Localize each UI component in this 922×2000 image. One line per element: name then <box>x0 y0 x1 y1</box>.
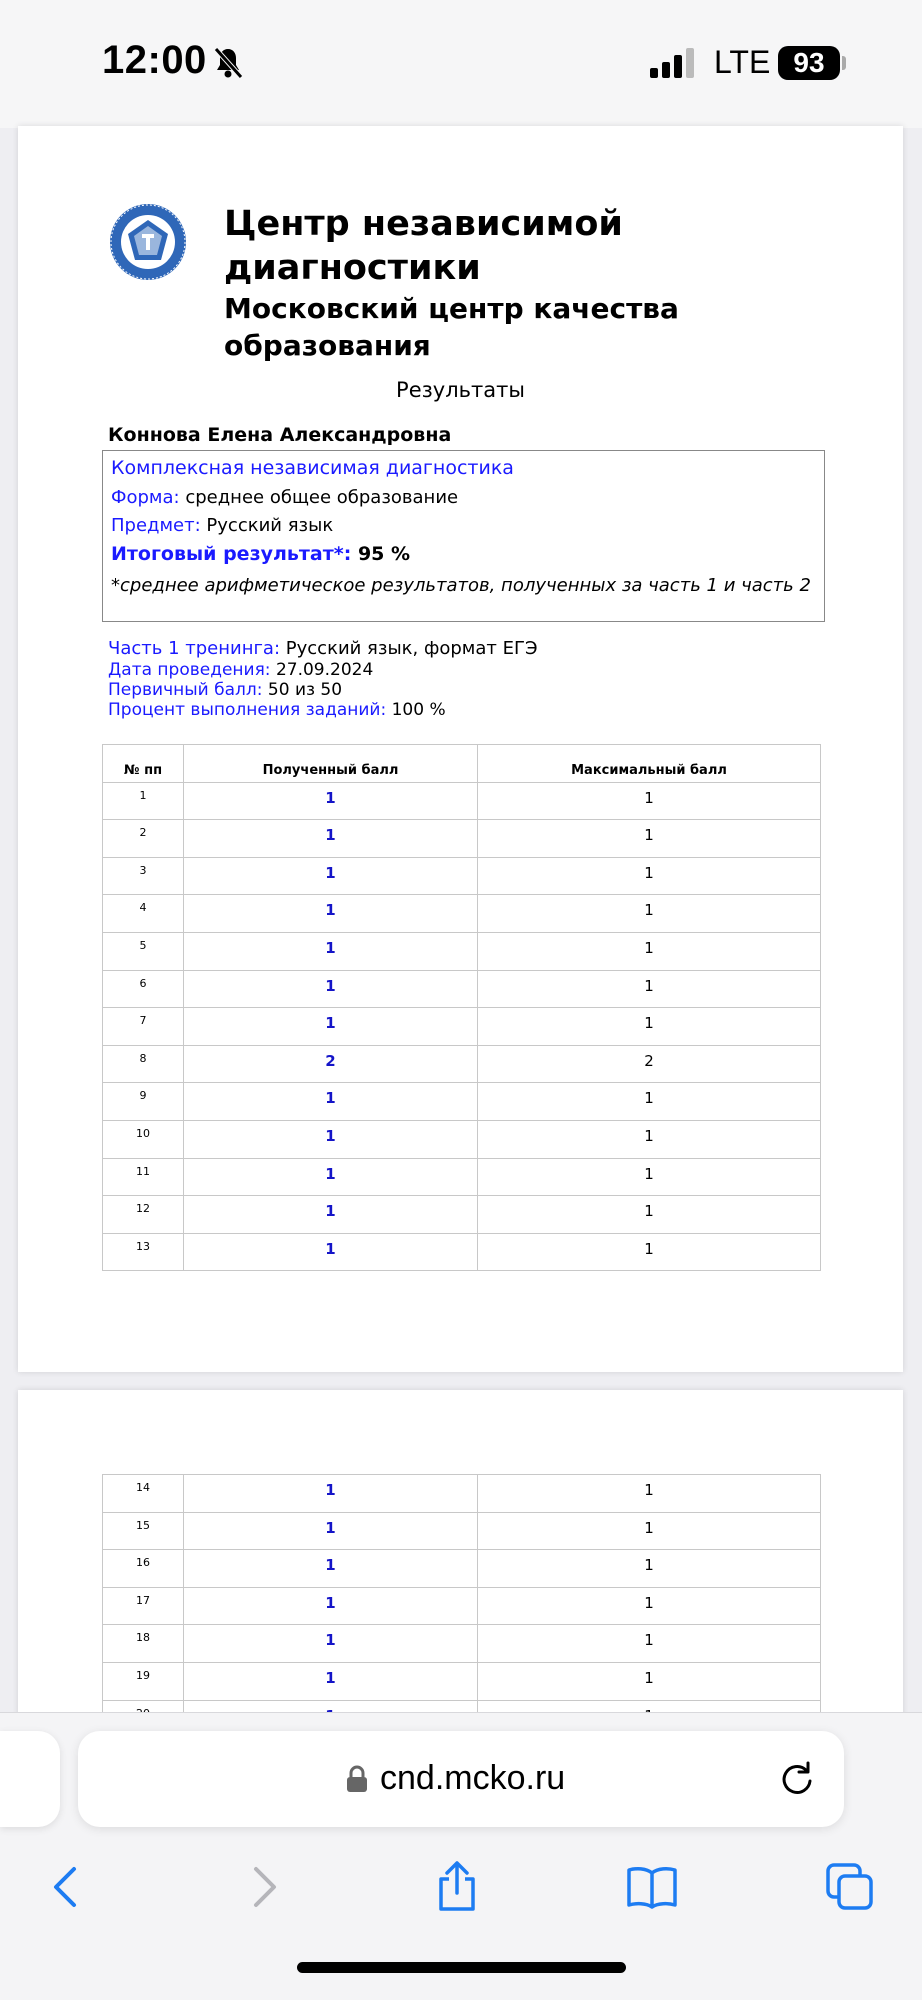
scores-table-continued <box>102 1474 821 1738</box>
max-score: 1 <box>478 1625 821 1663</box>
table-header-row <box>103 745 821 783</box>
table-row <box>103 1158 821 1196</box>
received-score: 1 <box>184 1120 478 1158</box>
task-number: 2 <box>103 820 184 858</box>
max-score: 1 <box>478 1120 821 1158</box>
received-score: 1 <box>184 782 478 820</box>
received-score: 1 <box>184 1475 478 1513</box>
table-row <box>103 782 821 820</box>
training-value: Русский язык, формат ЕГЭ <box>285 638 538 659</box>
percent-info <box>108 700 446 720</box>
max-score: 1 <box>478 932 821 970</box>
received-score: 2 <box>184 1045 478 1083</box>
task-number: 6 <box>103 970 184 1008</box>
tabs-icon[interactable] <box>824 1861 876 1913</box>
task-number: 15 <box>103 1512 184 1550</box>
form-value: среднее общее образование <box>185 487 459 508</box>
primary-score-info <box>108 680 342 700</box>
task-number: 12 <box>103 1196 184 1234</box>
subject-value: Русский язык <box>206 515 334 536</box>
max-score: 1 <box>478 1083 821 1121</box>
back-icon[interactable] <box>40 1861 92 1913</box>
training-label: Часть 1 тренинга: <box>108 638 281 659</box>
clock: 12:00 <box>102 38 207 82</box>
received-score: 1 <box>184 1662 478 1700</box>
date-label: Дата проведения: <box>108 660 271 680</box>
received-score: 1 <box>184 1196 478 1234</box>
previous-tab-preview[interactable] <box>0 1731 60 1827</box>
footnote: *среднее арифметическое результатов, полученных за часть 1 и часть 2 <box>111 575 811 596</box>
table-row <box>103 1083 821 1121</box>
bell-slash-icon <box>212 46 244 80</box>
received-score: 1 <box>184 895 478 933</box>
cellular-signal-icon <box>650 48 698 78</box>
max-score: 1 <box>478 1475 821 1513</box>
task-number: 16 <box>103 1550 184 1588</box>
form-row <box>111 487 458 508</box>
diagnostic-type: Комплексная независимая диагностика <box>111 457 514 479</box>
browser-bottom-bar <box>0 1712 922 2000</box>
table-row <box>103 1196 821 1234</box>
task-number: 18 <box>103 1625 184 1663</box>
table-row <box>103 1625 821 1663</box>
received-score: 1 <box>184 1625 478 1663</box>
student-name: Коннова Елена Александровна <box>108 424 452 446</box>
received-score: 1 <box>184 1587 478 1625</box>
max-score: 1 <box>478 1233 821 1271</box>
received-score: 1 <box>184 857 478 895</box>
percent-label: Процент выполнения заданий: <box>108 700 387 720</box>
max-score: 1 <box>478 1550 821 1588</box>
org-title: Центр независимой диагностики <box>224 204 623 288</box>
max-score: 2 <box>478 1045 821 1083</box>
max-score: 1 <box>478 1158 821 1196</box>
network-type: LTE <box>714 44 771 80</box>
pdf-page-2 <box>18 1390 903 1720</box>
total-value: 95 % <box>357 543 411 565</box>
subject-label: Предмет: <box>111 515 201 536</box>
date-info <box>108 660 373 680</box>
table-row <box>103 1475 821 1513</box>
percent-value: 100 % <box>391 700 446 720</box>
table-row <box>103 1233 821 1271</box>
received-score: 1 <box>184 1550 478 1588</box>
lock-icon <box>346 1765 368 1793</box>
header-number: № пп <box>103 745 184 783</box>
bookmarks-icon[interactable] <box>626 1861 678 1913</box>
max-score: 1 <box>478 857 821 895</box>
pdf-page-1 <box>18 126 903 1372</box>
max-score: 1 <box>478 895 821 933</box>
max-score: 1 <box>478 1662 821 1700</box>
header-received-score: Полученный балл <box>184 745 478 783</box>
received-score: 1 <box>184 820 478 858</box>
form-label: Форма: <box>111 487 180 508</box>
scores-table <box>102 744 821 1271</box>
received-score: 1 <box>184 1158 478 1196</box>
status-bar <box>0 0 922 128</box>
task-number: 13 <box>103 1233 184 1271</box>
received-score: 1 <box>184 1083 478 1121</box>
table-row <box>103 1512 821 1550</box>
table-row <box>103 932 821 970</box>
max-score: 1 <box>478 1587 821 1625</box>
max-score: 1 <box>478 1008 821 1046</box>
home-indicator <box>297 1962 626 1973</box>
table-row <box>103 1550 821 1588</box>
table-row <box>103 895 821 933</box>
table-row <box>103 1662 821 1700</box>
task-number: 7 <box>103 1008 184 1046</box>
url-text: cnd.mcko.ru <box>380 1759 566 1797</box>
total-label: Итоговый результат*: <box>111 543 352 565</box>
table-row <box>103 970 821 1008</box>
table-row <box>103 1120 821 1158</box>
table-row <box>103 1008 821 1046</box>
result-summary-box <box>102 450 825 622</box>
received-score: 1 <box>184 970 478 1008</box>
date-value: 27.09.2024 <box>275 660 374 680</box>
task-number: 11 <box>103 1158 184 1196</box>
battery-level: 93 <box>793 47 825 78</box>
received-score: 1 <box>184 1512 478 1550</box>
address-bar[interactable] <box>78 1731 844 1827</box>
forward-icon[interactable] <box>238 1861 290 1913</box>
battery-icon <box>778 46 840 80</box>
task-number: 5 <box>103 932 184 970</box>
results-heading: Результаты <box>396 378 525 402</box>
table-row <box>103 857 821 895</box>
max-score: 1 <box>478 1512 821 1550</box>
table-row <box>103 1587 821 1625</box>
received-score: 1 <box>184 1008 478 1046</box>
task-number: 10 <box>103 1120 184 1158</box>
max-score: 1 <box>478 970 821 1008</box>
subject-row <box>111 515 333 536</box>
max-score: 1 <box>478 1196 821 1234</box>
table-row <box>103 820 821 858</box>
table-row <box>103 1045 821 1083</box>
received-score: 1 <box>184 1233 478 1271</box>
task-number: 19 <box>103 1662 184 1700</box>
task-number: 17 <box>103 1587 184 1625</box>
received-score: 1 <box>184 932 478 970</box>
task-number: 4 <box>103 895 184 933</box>
training-info <box>108 638 538 659</box>
task-number: 3 <box>103 857 184 895</box>
task-number: 1 <box>103 782 184 820</box>
org-subtitle: Московский центр качества образования <box>224 292 679 362</box>
task-number: 8 <box>103 1045 184 1083</box>
task-number: 14 <box>103 1475 184 1513</box>
primary-score-label: Первичный балл: <box>108 680 263 700</box>
total-row <box>111 543 410 565</box>
header-max-score: Максимальный балл <box>478 745 821 783</box>
task-number: 9 <box>103 1083 184 1121</box>
share-icon[interactable] <box>431 1861 483 1913</box>
battery-tip <box>842 56 846 70</box>
primary-score-value: 50 из 50 <box>267 680 343 700</box>
reload-icon[interactable] <box>778 1759 818 1799</box>
mcko-logo-icon <box>108 202 188 282</box>
max-score: 1 <box>478 820 821 858</box>
max-score: 1 <box>478 782 821 820</box>
